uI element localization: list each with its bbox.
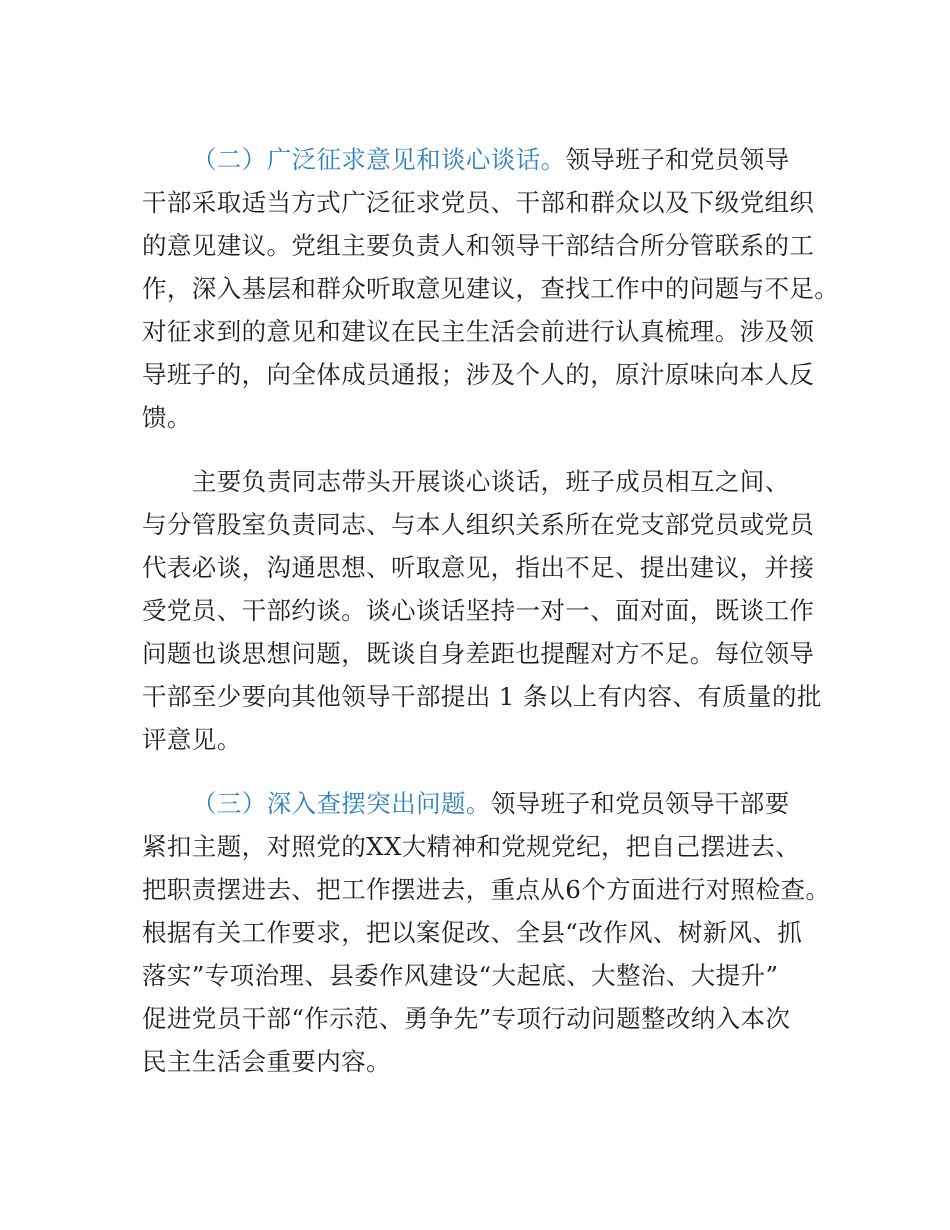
paragraph-line: 导班子的，向全体成员通报；涉及个人的，原汁原味向本人反 bbox=[142, 360, 815, 389]
section-2-heading: （二）广泛征求意见和谈心谈话。 bbox=[192, 145, 566, 174]
paragraph-line: 问题也谈思想问题，既谈自身差距也提醒对方不足。每位领导 bbox=[142, 639, 815, 668]
section-2-paragraph bbox=[142, 138, 840, 439]
paragraph-line: 根据有关工作要求，把以案促改、全县“改作风、树新风、抓 bbox=[142, 918, 803, 947]
paragraph-line: 作，深入基层和群众听取意见建议，查找工作中的问题与不足。 bbox=[142, 274, 840, 303]
paragraph-line: 与分管股室负责同志、与本人组织关系所在党支部党员或党员 bbox=[142, 510, 815, 539]
paragraph-line: 紧扣主题，对照党的XX大精神和党规党纪，把自己摆进去、 bbox=[142, 832, 801, 861]
paragraph-line: 受党员、干部约谈。谈心谈话坚持一对一、面对面，既谈工作 bbox=[142, 596, 815, 625]
paragraph-line: 代表必谈，沟通思想、听取意见，指出不足、提出建议，并接 bbox=[142, 553, 815, 582]
section-3-paragraph bbox=[142, 782, 832, 1083]
paragraph-line: 落实”专项治理、县委作风建设“大起底、大整治、大提升” bbox=[142, 961, 779, 990]
paragraph-line: 对征求到的意见和建议在民主生活会前进行认真梳理。涉及领 bbox=[142, 317, 815, 346]
paragraph-line: 馈。 bbox=[142, 403, 192, 432]
paragraph-line: 的意见建议。党组主要负责人和领导干部结合所分管联系的工 bbox=[142, 231, 815, 260]
paragraph-line: 干部采取适当方式广泛征求党员、干部和群众以及下级党组织 bbox=[142, 188, 815, 217]
paragraph-line: （三）深入查摆突出问题。领导班子和党员领导干部要 bbox=[192, 789, 790, 818]
paragraph-line: 民主生活会重要内容。 bbox=[142, 1047, 391, 1076]
paragraph-line: 主要负责同志带头开展谈心谈话，班子成员相互之间、 bbox=[192, 467, 790, 496]
section-3-heading: （三）深入查摆突出问题。 bbox=[192, 789, 491, 818]
talk-paragraph bbox=[142, 460, 832, 761]
paragraph-line: 把职责摆进去、把工作摆进去，重点从6个方面进行对照检查。 bbox=[142, 875, 831, 904]
paragraph-line: 评意见。 bbox=[142, 725, 242, 754]
paragraph-line: （二）广泛征求意见和谈心谈话。领导班子和党员领导 bbox=[192, 145, 790, 174]
paragraph-line: 干部至少要向其他领导干部提出 1 条以上有内容、有质量的批 bbox=[142, 682, 822, 711]
paragraph-line: 促进党员干部“作示范、勇争先”专项行动问题整改纳入本次 bbox=[142, 1004, 791, 1033]
